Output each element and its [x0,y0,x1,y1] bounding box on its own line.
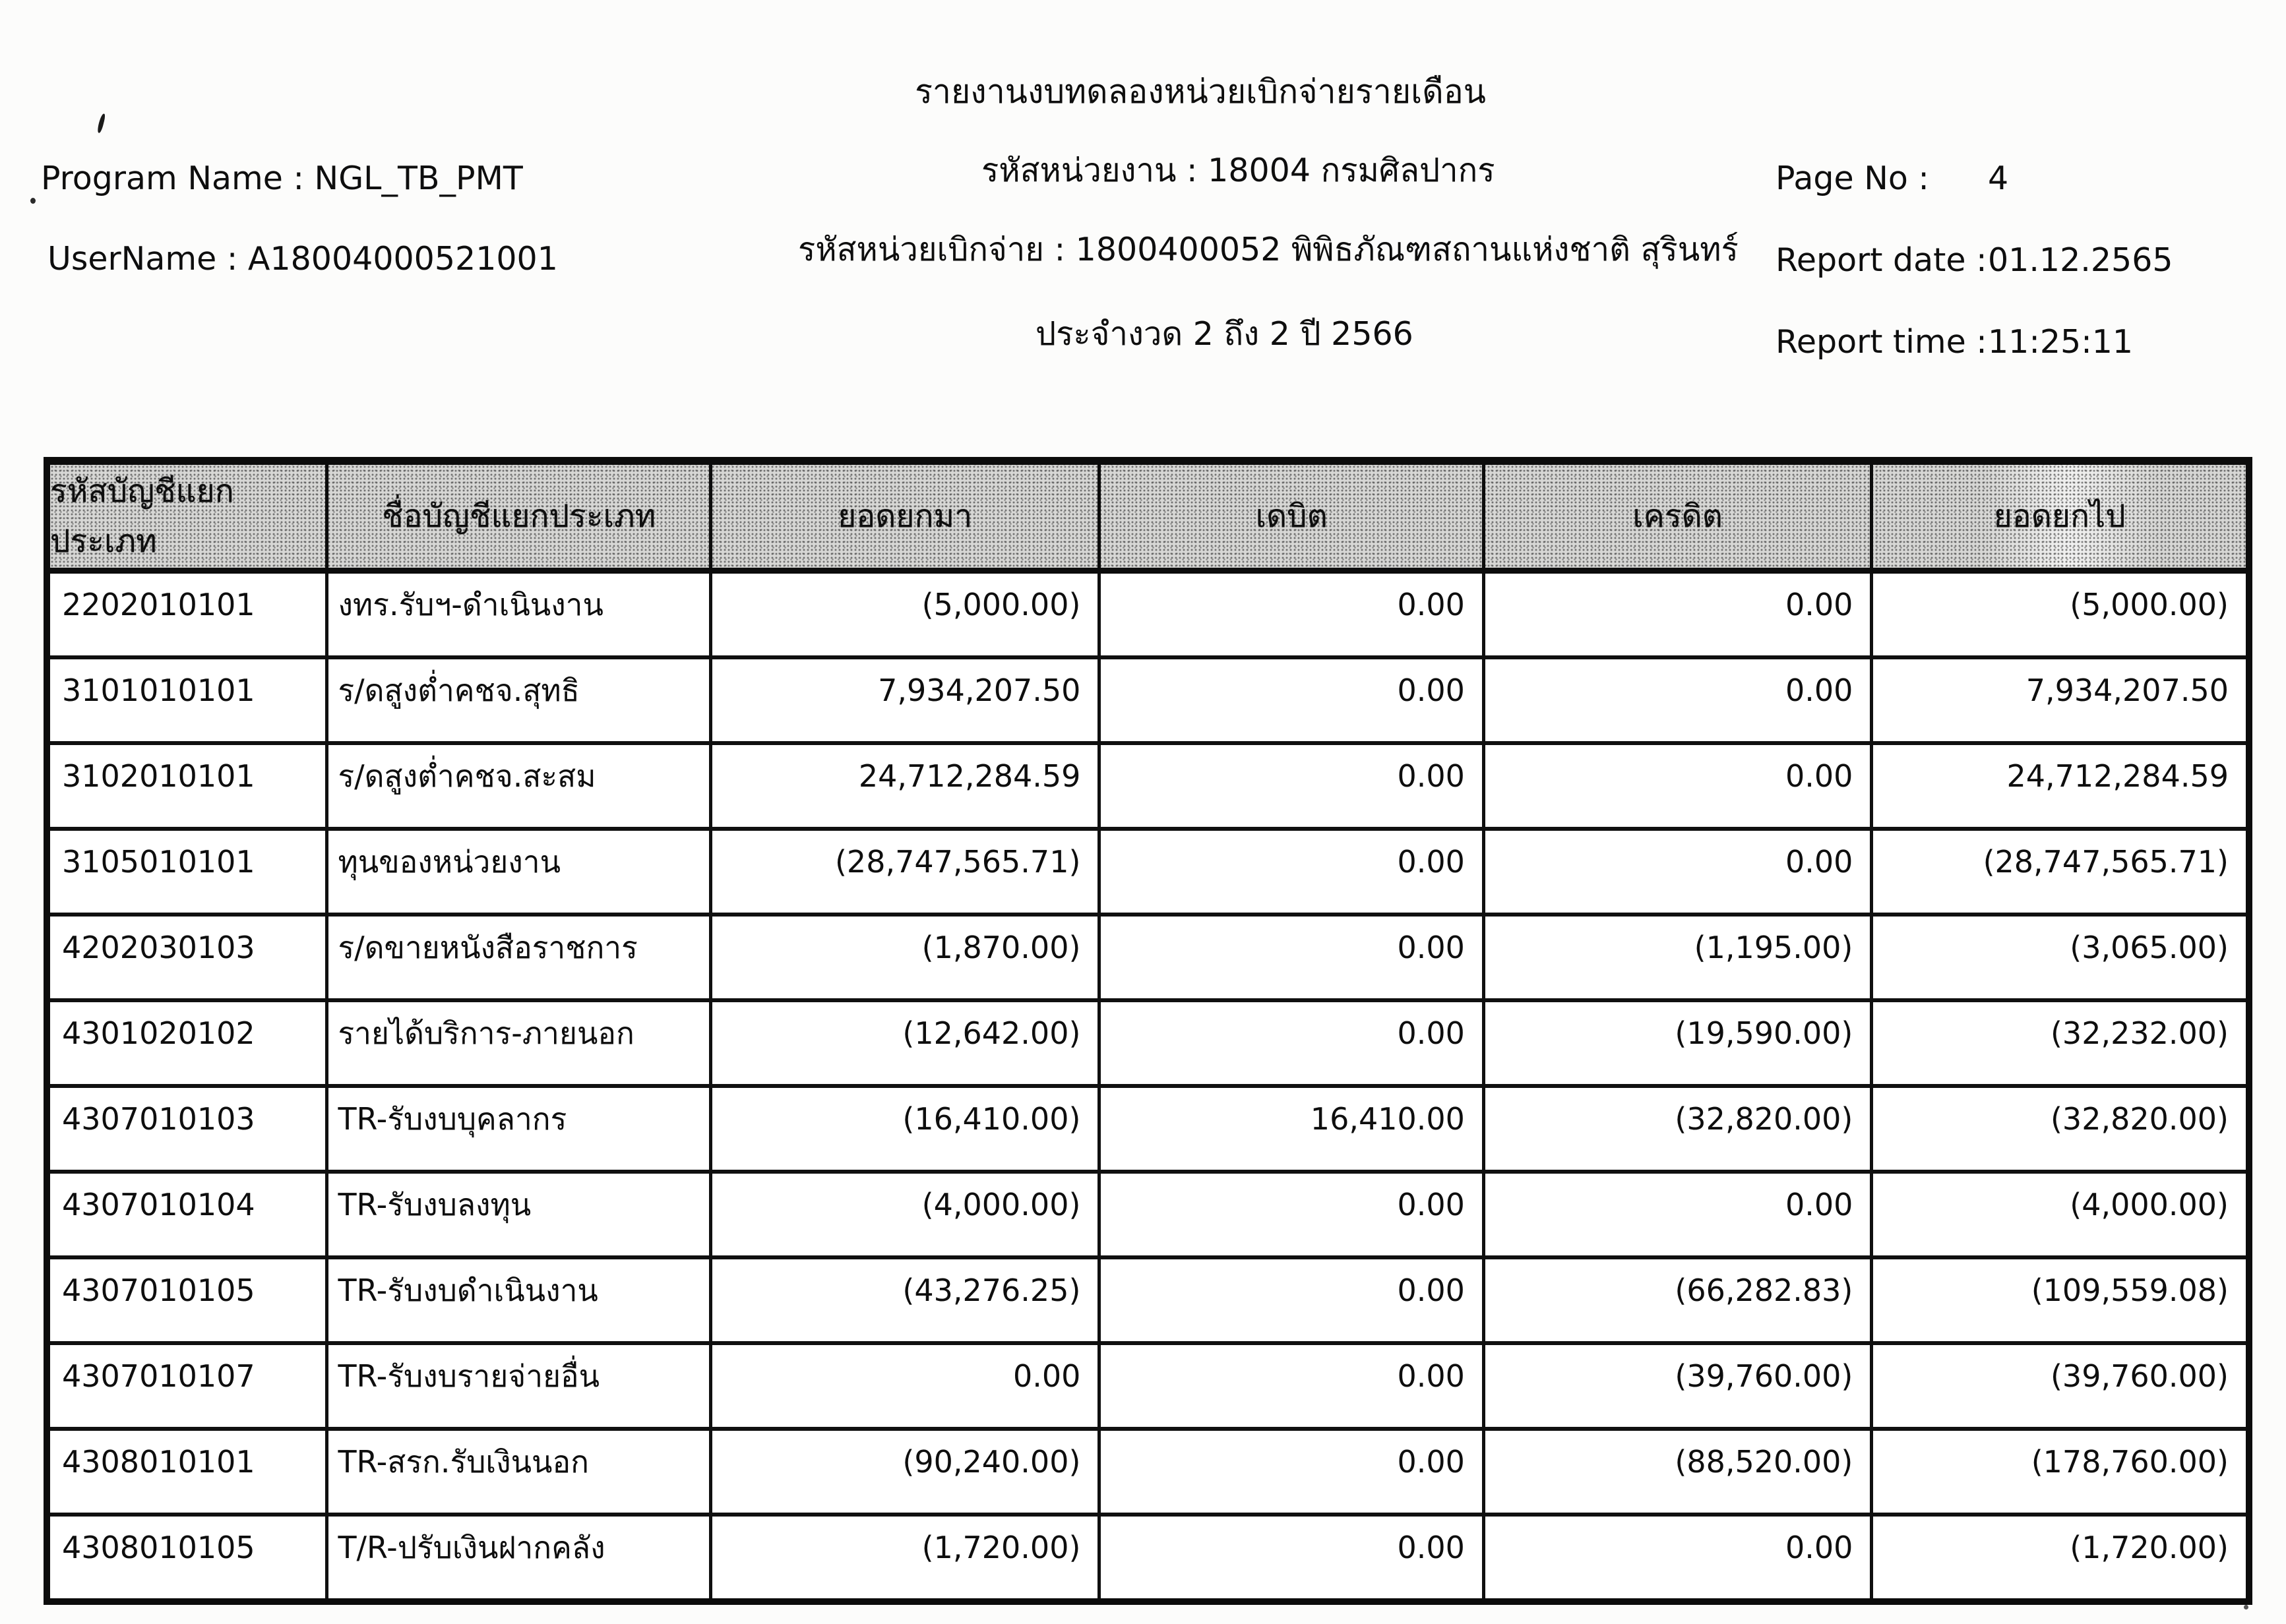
cell-account-code: 4307010103 [50,1088,328,1170]
cell-balance-forward: 7,934,207.50 [712,659,1101,741]
table-header-row [50,465,2246,574]
report-date-value: 01.12.2565 [1988,241,2173,279]
report-time-label: Report time : [1776,323,1987,361]
report-time-value: 11:25:11 [1988,323,2134,361]
program-name-label: Program Name : [41,160,304,197]
program-name-value: NGL_TB_PMT [314,160,523,197]
cell-account-code: 2202010101 [50,574,328,655]
agency-code-value: 18004 กรมศิลปากร [1208,152,1495,189]
scan-speck [30,198,36,204]
cell-balance-forward: 24,712,284.59 [712,745,1101,827]
cell-account-name: T/R-ปรับเงินฝากคลัง [328,1517,712,1598]
column-header-carry-forward: ยอดยกไป [1993,498,2126,535]
cell-debit: 16,410.00 [1101,1088,1485,1170]
table-row [50,745,2246,831]
cell-account-code: 4202030103 [50,917,328,998]
report-title: รายงานงบทดลองหน่วยเบิกจ่ายรายเดือน [915,73,1486,111]
cell-balance-forward: (90,240.00) [712,1431,1101,1513]
cell-account-name: TR-สรก.รับเงินนอก [328,1431,712,1513]
program-name-line [41,158,523,198]
table-body [50,574,2246,1598]
cell-account-code: 4308010105 [50,1517,328,1598]
cell-credit: 0.00 [1485,745,1873,827]
cell-carry-forward: (178,760.00) [2031,1444,2229,1480]
cell-carry-forward: (109,559.08) [2031,1273,2229,1308]
table-row [50,1259,2246,1345]
cell-debit: 0.00 [1101,574,1485,655]
disbursement-unit-line [798,229,1739,270]
cell-debit: 0.00 [1101,659,1485,741]
cell-carry-forward: 24,712,284.59 [2006,758,2229,794]
table-row [50,1002,2246,1088]
cell-credit: 0.00 [1485,1174,1873,1255]
cell-credit: (66,282.83) [1485,1259,1873,1341]
cell-debit: 0.00 [1101,831,1485,913]
username-value: A18004000521001 [247,240,558,278]
agency-code-label: รหัสหน่วยงาน : [981,152,1198,189]
cell-carry-forward: (32,232.00) [2050,1015,2229,1051]
cell-debit: 0.00 [1101,917,1485,998]
table-row [50,574,2246,659]
cell-debit: 0.00 [1101,1002,1485,1084]
cell-carry-forward: (3,065.00) [2070,930,2229,965]
username-line [47,239,558,279]
cell-debit: 0.00 [1101,1517,1485,1598]
cell-credit: 0.00 [1485,659,1873,741]
report-date-label: Report date : [1776,241,1987,279]
cell-carry-forward: (5,000.00) [2070,587,2229,622]
table-row [50,1431,2246,1517]
cell-debit: 0.00 [1101,1174,1485,1255]
cell-balance-forward: (1,870.00) [712,917,1101,998]
cell-account-name: ร/ดขายหนังสือราชการ [328,917,712,998]
cell-carry-forward: (28,747,565.71) [1983,844,2229,880]
cell-balance-forward: (1,720.00) [712,1517,1101,1598]
cell-carry-forward: 7,934,207.50 [2025,673,2229,708]
period-line: ประจำงวด 2 ถึง 2 ปี 2566 [1035,315,1413,353]
cell-account-name: รายได้บริการ-ภายนอก [328,1002,712,1084]
cell-account-code: 4308010101 [50,1431,328,1513]
cell-credit: (88,520.00) [1485,1431,1873,1513]
cell-balance-forward: (43,276.25) [712,1259,1101,1341]
cell-account-code: 3105010101 [50,831,328,913]
disbursement-unit-value: 1800400052 พิพิธภัณฑสถานแห่งชาติ สุรินทร์ [1075,231,1739,268]
page-no-value: 4 [1988,160,2009,197]
column-header-account-code: รหัสบัญชีแยกประเภท [50,465,328,568]
cell-account-name: ทุนของหน่วยงาน [328,831,712,913]
cell-debit: 0.00 [1101,1259,1485,1341]
cell-account-code: 3101010101 [50,659,328,741]
table-row [50,1088,2246,1174]
table-row [50,1517,2246,1598]
cell-balance-forward: (4,000.00) [712,1174,1101,1255]
cell-account-name: TR-รับงบรายจ่ายอื่น [328,1345,712,1427]
cell-account-code: 4307010105 [50,1259,328,1341]
column-header-account-name: ชื่อบัญชีแยกประเภท [328,465,712,568]
cell-debit: 0.00 [1101,1431,1485,1513]
table-row [50,831,2246,917]
column-header-credit: เครดิต [1485,465,1873,568]
cell-balance-forward: (5,000.00) [712,574,1101,655]
disbursement-unit-label: รหัสหน่วยเบิกจ่าย : [798,231,1066,268]
table-row [50,917,2246,1002]
cell-account-name: TR-รับงบบุคลากร [328,1088,712,1170]
cell-balance-forward: 0.00 [712,1345,1101,1427]
cell-balance-forward: (28,747,565.71) [712,831,1101,913]
cell-credit: 0.00 [1485,831,1873,913]
cell-account-code: 4307010107 [50,1345,328,1427]
column-header-debit: เดบิต [1101,465,1485,568]
cell-account-code: 3102010101 [50,745,328,827]
cell-carry-forward: (1,720.00) [2070,1530,2229,1565]
cell-account-code: 4301020102 [50,1002,328,1084]
cell-balance-forward: (16,410.00) [712,1088,1101,1170]
cell-credit: 0.00 [1485,574,1873,655]
table-row [50,659,2246,745]
table-row [50,1345,2246,1431]
trial-balance-table [44,457,2252,1605]
cell-debit: 0.00 [1101,745,1485,827]
page-no-label: Page No : [1776,160,1929,197]
cell-carry-forward: (39,760.00) [2050,1358,2229,1394]
column-header-balance-forward: ยอดยกมา [712,465,1101,568]
cell-balance-forward: (12,642.00) [712,1002,1101,1084]
scan-speck [96,113,106,134]
cell-carry-forward: (32,820.00) [2050,1101,2229,1137]
cell-account-name: ร/ดสูงต่ำคชจ.สุทธิ [328,659,712,741]
cell-account-name: งทร.รับฯ-ดำเนินงาน [328,574,712,655]
cell-account-name: ร/ดสูงต่ำคชจ.สะสม [328,745,712,827]
scan-speck [2244,1605,2248,1609]
cell-credit: (39,760.00) [1485,1345,1873,1427]
cell-credit: (1,195.00) [1485,917,1873,998]
cell-account-code: 4307010104 [50,1174,328,1255]
cell-credit: (32,820.00) [1485,1088,1873,1170]
cell-carry-forward: (4,000.00) [2070,1187,2229,1222]
agency-line [981,150,1495,191]
cell-credit: 0.00 [1485,1517,1873,1598]
cell-account-name: TR-รับงบดำเนินงาน [328,1259,712,1341]
cell-credit: (19,590.00) [1485,1002,1873,1084]
table-row [50,1174,2246,1259]
cell-debit: 0.00 [1101,1345,1485,1427]
username-label: UserName : [47,240,238,278]
cell-account-name: TR-รับงบลงทุน [328,1174,712,1255]
